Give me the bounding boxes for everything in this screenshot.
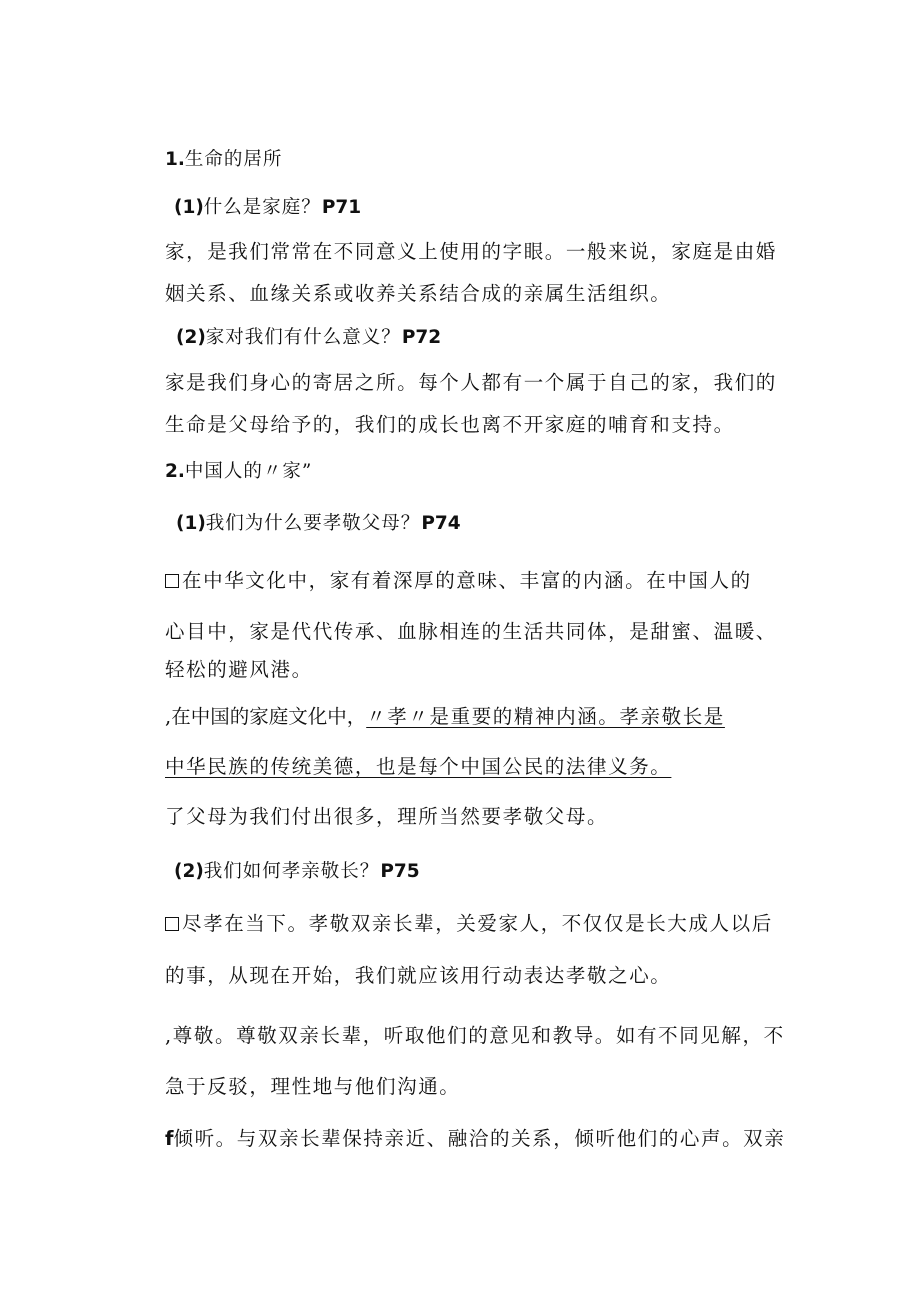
paragraph-line: [165, 910, 773, 938]
paragraph-prefix: ,在中国的家庭文化中，: [165, 705, 367, 728]
paragraph-mark: f: [165, 1127, 174, 1150]
question-heading-1: [174, 194, 361, 222]
question-text: 我们为什么要孝敬父母？: [205, 513, 421, 534]
paragraph-text: 尽孝在当下。孝敬双亲长辈，关爱家人，不仅仅是长大成人以后: [182, 912, 773, 935]
section-heading-1: [165, 146, 282, 174]
paragraph-line: 急于反驳，理性地与他们沟通。: [165, 1075, 461, 1098]
paragraph-line: ,尊敬。尊敬双亲长辈，听取他们的意见和教导。如有不同见解，不: [165, 1024, 785, 1047]
question-number: (1): [174, 197, 204, 218]
paragraph-line: 家，是我们常常在不同意义上使用的字眼。一般来说，家庭是由婚: [165, 240, 777, 263]
question-heading-3: [176, 510, 461, 538]
paragraph-text: 在中华文化中，家有着深厚的意味、丰富的内涵。在中国人的: [182, 569, 752, 592]
underlined-text: 〃孝〃是重要的精神内涵。孝亲敬长是: [366, 705, 725, 728]
question-text: 什么是家庭？: [203, 197, 321, 218]
checkbox-bullet-icon: [165, 917, 179, 931]
question-heading-2: [176, 324, 441, 352]
paragraph-line: [165, 753, 671, 781]
section-title: 生命的居所: [184, 149, 283, 170]
paragraph-line: 了父母为我们付出很多，理所当然要孝敬父母。: [165, 805, 609, 828]
paragraph-line: 心目中，家是代代传承、血脉相连的生活共同体，是甜蜜、温暖、: [165, 620, 777, 643]
section-title: 中国人的〃家”: [184, 461, 313, 482]
paragraph-text: 倾听。与双亲长辈保持亲近、融洽的关系，倾听他们的心声。双亲: [173, 1127, 786, 1150]
section-heading-2: [165, 458, 312, 486]
section-number: 1.: [165, 149, 185, 170]
paragraph-line: 的事，从现在开始，我们就应该用行动表达孝敬之心。: [165, 964, 672, 987]
page-reference: P74: [421, 513, 461, 534]
page-reference: P72: [401, 327, 442, 348]
question-number: (2): [174, 861, 204, 882]
section-number: 2.: [165, 461, 185, 482]
underlined-text: 中华民族的传统美德，也是每个中国公民的法律义务。: [165, 755, 672, 778]
page-reference: P75: [380, 861, 420, 882]
question-number: (1): [176, 513, 206, 534]
paragraph-line: 轻松的避风港。: [165, 658, 313, 681]
question-text: 我们如何孝亲敬长？: [203, 861, 380, 882]
checkbox-bullet-icon: [165, 574, 179, 588]
question-number: (2): [176, 327, 206, 348]
paragraph-line: [165, 703, 725, 731]
paragraph-line: 姻关系、血缘关系或收养关系结合成的亲属生活组织。: [165, 282, 672, 305]
question-heading-4: [174, 858, 420, 886]
paragraph-line: [165, 567, 752, 595]
paragraph-line: 生命是父母给予的，我们的成长也离不开家庭的哺育和支持。: [165, 413, 735, 436]
paragraph-line: [165, 1125, 785, 1153]
question-text: 家对我们有什么意义？: [205, 327, 401, 348]
page-reference: P71: [321, 197, 362, 218]
paragraph-line: 家是我们身心的寄居之所。每个人都有一个属于自己的家，我们的: [165, 371, 777, 394]
